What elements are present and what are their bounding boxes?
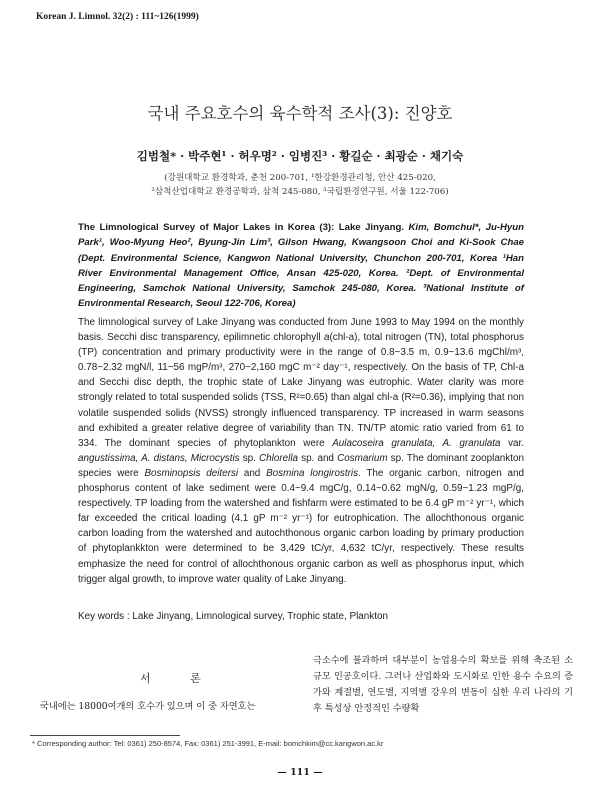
abstract-text: sp. xyxy=(239,452,260,464)
abstract xyxy=(78,315,524,587)
page-number: — 111 — xyxy=(277,767,323,778)
abstract-text: var. xyxy=(500,437,524,449)
species-name: angustissima, A. distans, Microcystis xyxy=(78,452,240,464)
abstract-text: The limnological survey of Lake Jinyang was conducted from June 1993 to May 1994 on the monthly basis. Secchi disc transparency, epilimnetic chlorophyll xyxy=(78,317,524,344)
keywords: Key words : Lake Jinyang, Limnological survey, Trophic state, Plankton xyxy=(78,611,388,622)
corresponding-author-footnote: * Corresponding author: Tel: 0361) 250-8574, Fax: 0361) 251-3991, E-mail: bomchkim@cc.kangwon.ac.kr xyxy=(32,739,384,748)
abstract-text: sp. and xyxy=(298,452,338,464)
species-name: Aulacoseira granulata, A. granulata xyxy=(332,437,501,449)
footnote-divider xyxy=(30,735,180,736)
intro-column-left: 국내에는 18000여개의 호수가 있으며 이 중 자연호는 xyxy=(40,701,256,712)
abstract-italic: a xyxy=(323,332,330,344)
abstract-text: (chl-a), total nitrogen (TN), total phosphorus (TP) concentration and primary productivity were in the range of 0.8~3.5 m, 0.9~13.6 mgChl/m³, 0.78~2.32 mgN/l, 11~56 mgP/m³, 270~2,160 mgC m⁻² day⁻¹, respectively. On the basis of TP, Chl-a and Secchi disc depth, the trophic state of Lake Jinyang was eutrophic. Water clarity was more strongly related to total suspended solids (TSS, R²=0.65) than algal chl-a (R²=0.36), implying that non volatile suspended solids (NVSS) strongly influenced transparency. TP increased in warm seasons and exhibited a greater relative degree of variability than TN. TN/TP atomic ratio varied from 61 to 334. The dominant species of phytoplankton were xyxy=(78,332,524,449)
authors-korean: 김범철* · 박주현¹ · 허우명² · 임병진³ · 황길순 · 최광순 · 채기숙 xyxy=(136,149,464,163)
intro-column-right: 극소수에 불과하며 대부분이 농업용수의 확보를 위해 축조된 소규모 인공호이다. 그러나 산업화와 도시화로 인한 용수 수요의 증가와 계절별, 연도별, 지역별 강우의 변동이 심한 우리 나라의 기후 특성상 안정적인 수량확 xyxy=(313,655,573,714)
species-name: Cosmarium xyxy=(337,452,388,464)
species-name: Bosminopsis deitersi xyxy=(144,467,239,479)
english-authors: Kim, Bomchul*, Ju-Hyun Park¹, Woo-Myung Heo², Byung-Jin Lim³, Gilson Hwang, Kwangsoon Choi and Ki-Sook Chae xyxy=(78,222,524,249)
abstract-text: . The organic carbon, nitrogen and phosphorus content of lake sediment were 0.4~9.4 mgC/g, 0.14~0.62 mgN/g, 0.59~1.23 mgP/g, respectively. TP loading from the watershed and fishfarm were estimated to be 6.4 gP m⁻² yr⁻¹, which far exceeded the critical loading (4.1 gP m⁻² yr⁻¹) for eutrophication. The allochthonous organic carbon loading from the watershed and autochthonous organic carbon loading by primary production of phytoplankkton were determined to be 3,429 tC/yr, 4,632 tC/yr, respectively. These results emphasize the need for control of allochthonous organic carbon as well as phosphorus input, which trigger algal growth, to improve water quality of Lake Jinyang. xyxy=(78,467,525,585)
affiliation-line-2: ²삼척산업대학교 환경공학과, 삼척 245-080, ³국립환경연구원, 서울 122-706) xyxy=(151,187,449,197)
section-heading-introduction: 서 론 xyxy=(140,672,219,685)
species-name: Bosmina longirostris xyxy=(266,467,359,479)
english-title: The Limnological Survey of Major Lakes in Korea (3): Lake Jinyang. xyxy=(78,222,405,233)
paper-title: 국내 주요호수의 육수학적 조사(3): 진양호 xyxy=(147,104,453,123)
species-name: Chlorella xyxy=(259,452,299,464)
english-header-block xyxy=(78,220,524,312)
abstract-text: sp. The dominant zooplankton species were xyxy=(78,452,524,479)
abstract-text: and xyxy=(238,467,267,479)
affiliation-line-1: (강원대학교 환경학과, 춘천 200-701, ¹한강환경관리청, 안산 425-020, xyxy=(164,173,436,183)
english-affiliations: (Dept. Environmental Science, Kangwon National University, Chunchon 200-701, Korea ¹Han River Environmental Management Office, Ansan 425-020, Korea. ²Dept. of Environmental Engineering, Samchok National University, Samchok 245-080, Korea. ³National Institute of Environmental Research, Seoul 122-706, Korea) xyxy=(78,252,524,310)
journal-reference: Korean J. Limnol. 32(2) : 111~126(1999) xyxy=(36,12,199,22)
